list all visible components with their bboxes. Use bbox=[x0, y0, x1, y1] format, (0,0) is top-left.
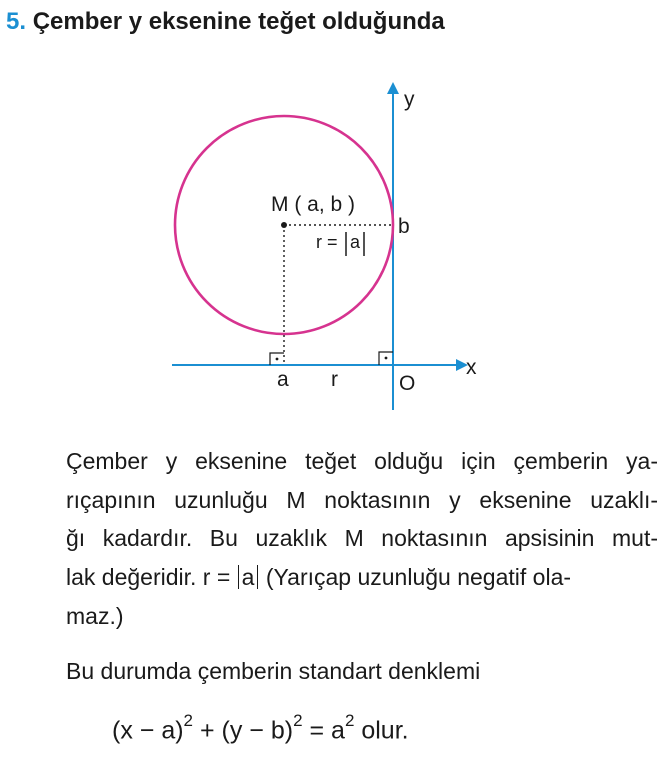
section-number: 5. bbox=[6, 8, 27, 35]
equation-exponent: 2 bbox=[293, 711, 303, 730]
radius-prefix: r = bbox=[316, 232, 338, 252]
paragraph-line bbox=[66, 558, 658, 597]
r-label: r bbox=[331, 368, 338, 391]
section-title: Çember y eksenine teğet olduğunda bbox=[32, 8, 445, 35]
equation-exponent: 2 bbox=[344, 711, 355, 730]
equation-intro: Bu durumda çemberin standart denklemi bbox=[66, 658, 481, 684]
radius-label bbox=[316, 232, 364, 256]
equation-part: = a bbox=[302, 716, 345, 745]
paragraph-line: ğı kadardır. Bu uzaklık M noktasının apsisinin mut- bbox=[66, 525, 658, 552]
y-axis-label: y bbox=[404, 88, 415, 111]
right-angle-mark-a bbox=[270, 353, 284, 365]
absolute-value: a bbox=[238, 565, 259, 589]
right-angle-mark-origin bbox=[379, 352, 393, 365]
origin-label: O bbox=[399, 372, 416, 395]
equation-part: (x − a) bbox=[112, 716, 184, 745]
explanation-paragraph bbox=[66, 442, 658, 636]
equation-part: + (y − b) bbox=[193, 716, 294, 745]
a-label: a bbox=[277, 368, 289, 391]
equation-exponent: 2 bbox=[183, 711, 194, 730]
paragraph-line: maz.) bbox=[66, 602, 124, 629]
standard-equation bbox=[112, 711, 409, 745]
x-axis-label: x bbox=[466, 356, 477, 379]
paragraph-text: lak değeridir. r = bbox=[66, 564, 231, 591]
paragraph-line: rıçapının uzunluğu M noktasının y eksenine uzaklı- bbox=[66, 486, 658, 513]
center-label: M ( a, b ) bbox=[271, 193, 356, 216]
center-point bbox=[281, 222, 287, 228]
radius-value: a bbox=[350, 232, 361, 252]
paragraph-line: Çember y eksenine teğet olduğu için çemberin ya- bbox=[66, 448, 658, 474]
paragraph-text: (Yarıçap uzunluğu negatif ola- bbox=[265, 564, 572, 591]
b-label: b bbox=[398, 215, 410, 238]
equation-suffix: olur. bbox=[354, 716, 409, 745]
